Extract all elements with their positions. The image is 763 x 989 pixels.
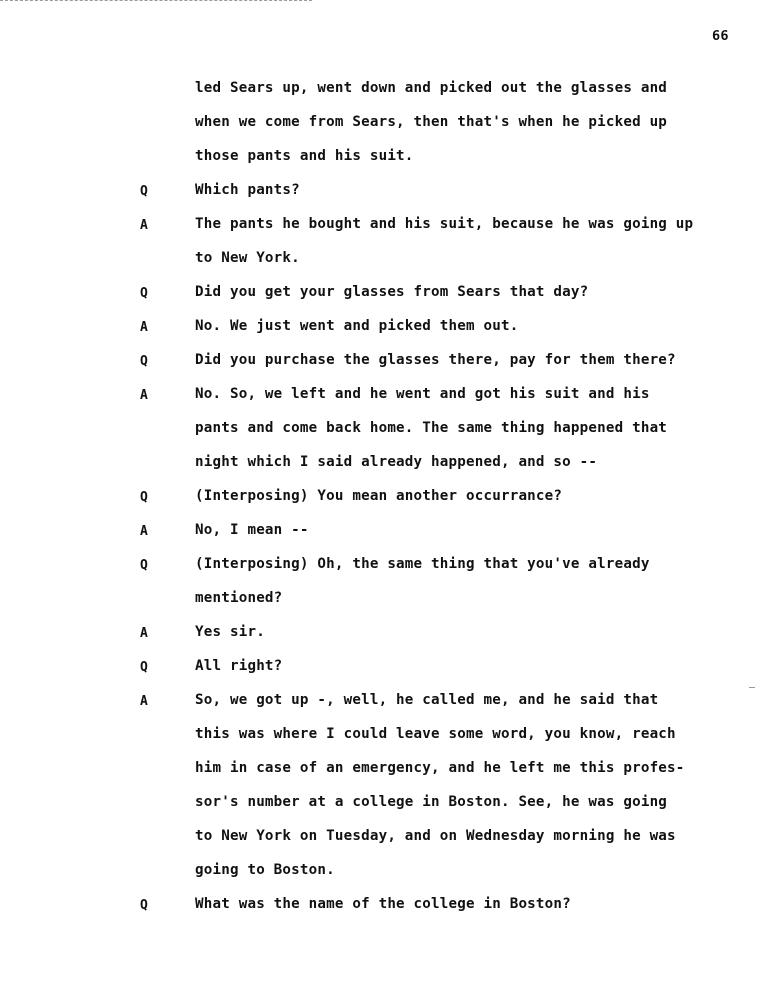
speaker-label: A <box>140 694 148 709</box>
line-text: All right? <box>195 658 283 674</box>
line-text: led Sears up, went down and picked out the glasses and <box>195 80 668 96</box>
speaker-label: A <box>140 388 148 403</box>
transcript-line <box>0 452 763 486</box>
transcript-line <box>0 724 763 758</box>
transcript-line <box>0 384 763 418</box>
transcript-line <box>0 656 763 690</box>
line-text: So, we got up -, well, he called me, and he said that <box>195 692 659 708</box>
transcript-line <box>0 826 763 860</box>
transcript-line <box>0 588 763 622</box>
transcript-line <box>0 248 763 282</box>
transcript-line <box>0 554 763 588</box>
line-text: pants and come back home. The same thing happened that <box>195 420 668 436</box>
line-text: No. So, we left and he went and got his suit and his <box>195 386 650 402</box>
transcript-line <box>0 860 763 894</box>
speaker-label: A <box>140 626 148 641</box>
line-text: mentioned? <box>195 590 283 606</box>
line-text: No, I mean -- <box>195 522 309 538</box>
transcript <box>0 78 763 928</box>
transcript-line <box>0 78 763 112</box>
transcript-line <box>0 112 763 146</box>
transcript-line <box>0 146 763 180</box>
line-text: Did you get your glasses from Sears that day? <box>195 284 589 300</box>
transcript-line <box>0 520 763 554</box>
speaker-label: Q <box>140 286 148 301</box>
top-rule <box>0 0 312 1</box>
line-text: sor's number at a college in Boston. See, he was going <box>195 794 668 810</box>
speaker-label: Q <box>140 354 148 369</box>
line-text: to New York. <box>195 250 300 266</box>
line-text: The pants he bought and his suit, because he was going up <box>195 216 694 232</box>
transcript-line <box>0 894 763 928</box>
edge-mark <box>749 687 755 688</box>
transcript-line <box>0 690 763 724</box>
speaker-label: Q <box>140 558 148 573</box>
line-text: Which pants? <box>195 182 300 198</box>
transcript-line <box>0 418 763 452</box>
speaker-label: Q <box>140 184 148 199</box>
transcript-line <box>0 282 763 316</box>
line-text: What was the name of the college in Boston? <box>195 896 571 912</box>
transcript-line <box>0 622 763 656</box>
transcript-line <box>0 792 763 826</box>
line-text: Yes sir. <box>195 624 265 640</box>
line-text: Did you purchase the glasses there, pay for them there? <box>195 352 676 368</box>
transcript-line <box>0 180 763 214</box>
line-text: to New York on Tuesday, and on Wednesday morning he was <box>195 828 676 844</box>
transcript-line <box>0 316 763 350</box>
line-text: (Interposing) You mean another occurrance? <box>195 488 563 504</box>
speaker-label: Q <box>140 660 148 675</box>
line-text: those pants and his suit. <box>195 148 414 164</box>
line-text: night which I said already happened, and so -- <box>195 454 598 470</box>
transcript-line <box>0 350 763 384</box>
speaker-label: A <box>140 524 148 539</box>
line-text: this was where I could leave some word, you know, reach <box>195 726 676 742</box>
speaker-label: A <box>140 218 148 233</box>
transcript-line <box>0 758 763 792</box>
speaker-label: Q <box>140 490 148 505</box>
speaker-label: Q <box>140 898 148 913</box>
speaker-label: A <box>140 320 148 335</box>
line-text: going to Boston. <box>195 862 335 878</box>
line-text: him in case of an emergency, and he left me this profes- <box>195 760 685 776</box>
line-text: (Interposing) Oh, the same thing that you've already <box>195 556 650 572</box>
line-text: when we come from Sears, then that's when he picked up <box>195 114 668 130</box>
line-text: No. We just went and picked them out. <box>195 318 519 334</box>
transcript-line <box>0 214 763 248</box>
transcript-line <box>0 486 763 520</box>
page-number: 66 <box>712 28 729 44</box>
